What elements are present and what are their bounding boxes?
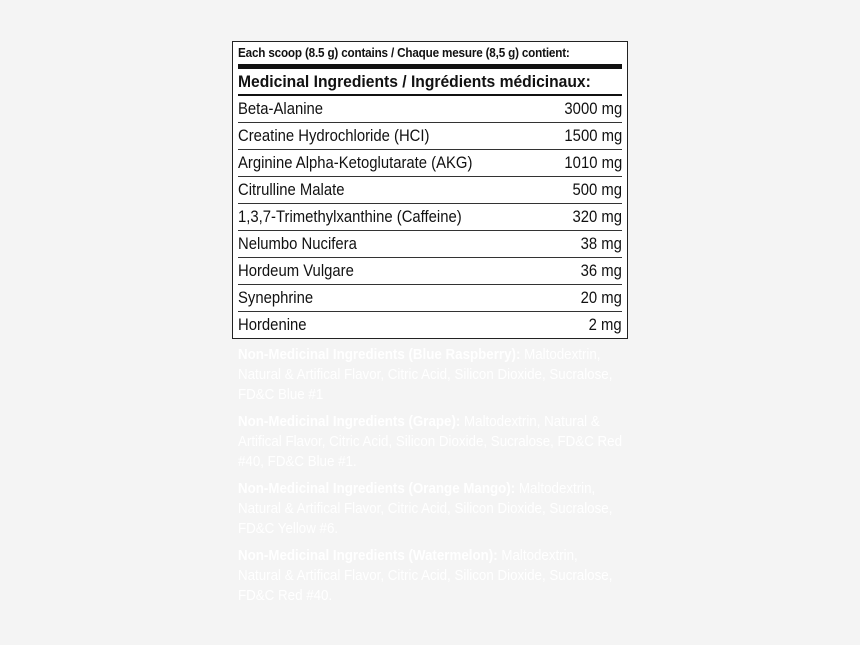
ingredient-amount: 1010 mg (564, 153, 622, 172)
ingredient-amount: 3000 mg (564, 99, 622, 118)
medicinal-heading: Medicinal Ingredients / Ingrédients médicinaux: (238, 72, 591, 91)
ingredient-name: Citrulline Malate (238, 180, 345, 199)
non-medicinal-section (238, 345, 630, 613)
ingredient-row (238, 204, 622, 231)
non-medicinal-watermelon (238, 546, 624, 606)
non-medicinal-orange-mango (238, 479, 624, 539)
ingredient-name: Hordeum Vulgare (238, 261, 354, 280)
ingredient-amount: 36 mg (580, 261, 622, 280)
ingredient-name: Beta-Alanine (238, 99, 324, 118)
non-medicinal-label: Non-Medicinal Ingredients (Grape): (238, 414, 461, 430)
non-medicinal-blue-raspberry (238, 345, 624, 405)
non-medicinal-grape (238, 412, 624, 472)
non-medicinal-label: Non-Medicinal Ingredients (Watermelon): (238, 548, 498, 564)
ingredient-name: Hordenine (238, 315, 307, 334)
ingredient-row (238, 123, 622, 150)
ingredient-list (238, 96, 622, 338)
ingredients-panel (232, 41, 628, 339)
ingredient-row (238, 312, 622, 338)
ingredient-amount: 20 mg (580, 288, 622, 307)
ingredient-amount: 38 mg (580, 234, 622, 253)
non-medicinal-text: Maltodextrin, Natural & Artifical Flavor, Citric Acid, Silicon Dioxide, Sucralose, FD&C Red #40. (238, 548, 613, 604)
non-medicinal-text: Maltodextrin, Natural & Artifical Flavor, Citric Acid, Silicon Dioxide, Sucralose, FD&C Yellow #6. (238, 481, 613, 537)
ingredient-amount: 320 mg (572, 207, 622, 226)
ingredient-row (238, 258, 622, 285)
non-medicinal-label: Non-Medicinal Ingredients (Blue Raspberry): (238, 347, 521, 363)
non-medicinal-text: Maltodextrin, Natural & Artifical Flavor, Citric Acid, Silicon Dioxide, Sucralose, FD&C Red #40, FD&C Blue #1. (238, 414, 623, 470)
ingredient-name: Synephrine (238, 288, 314, 307)
ingredient-row (238, 177, 622, 204)
ingredient-row (238, 285, 622, 312)
non-medicinal-text: Maltodextrin, Natural & Artifical Flavor, Citric Acid, Silicon Dioxide, Sucralose, FD&C Blue #1 (238, 347, 613, 403)
ingredient-row (238, 96, 622, 123)
ingredient-amount: 1500 mg (564, 126, 622, 145)
ingredient-name: 1,3,7-Trimethylxanthine (Caffeine) (238, 207, 462, 226)
serving-size: Each scoop (8.5 g) contains / Chaque mesure (8,5 g) contient: (238, 45, 570, 60)
non-medicinal-label: Non-Medicinal Ingredients (Orange Mango): (238, 481, 516, 497)
ingredient-name: Creatine Hydrochloride (HCI) (238, 126, 430, 145)
ingredient-row (238, 231, 622, 258)
ingredient-name: Nelumbo Nucifera (238, 234, 357, 253)
ingredient-row (238, 150, 622, 177)
ingredient-amount: 2 mg (588, 315, 622, 334)
ingredient-name: Arginine Alpha-Ketoglutarate (AKG) (238, 153, 473, 172)
ingredient-amount: 500 mg (572, 180, 622, 199)
